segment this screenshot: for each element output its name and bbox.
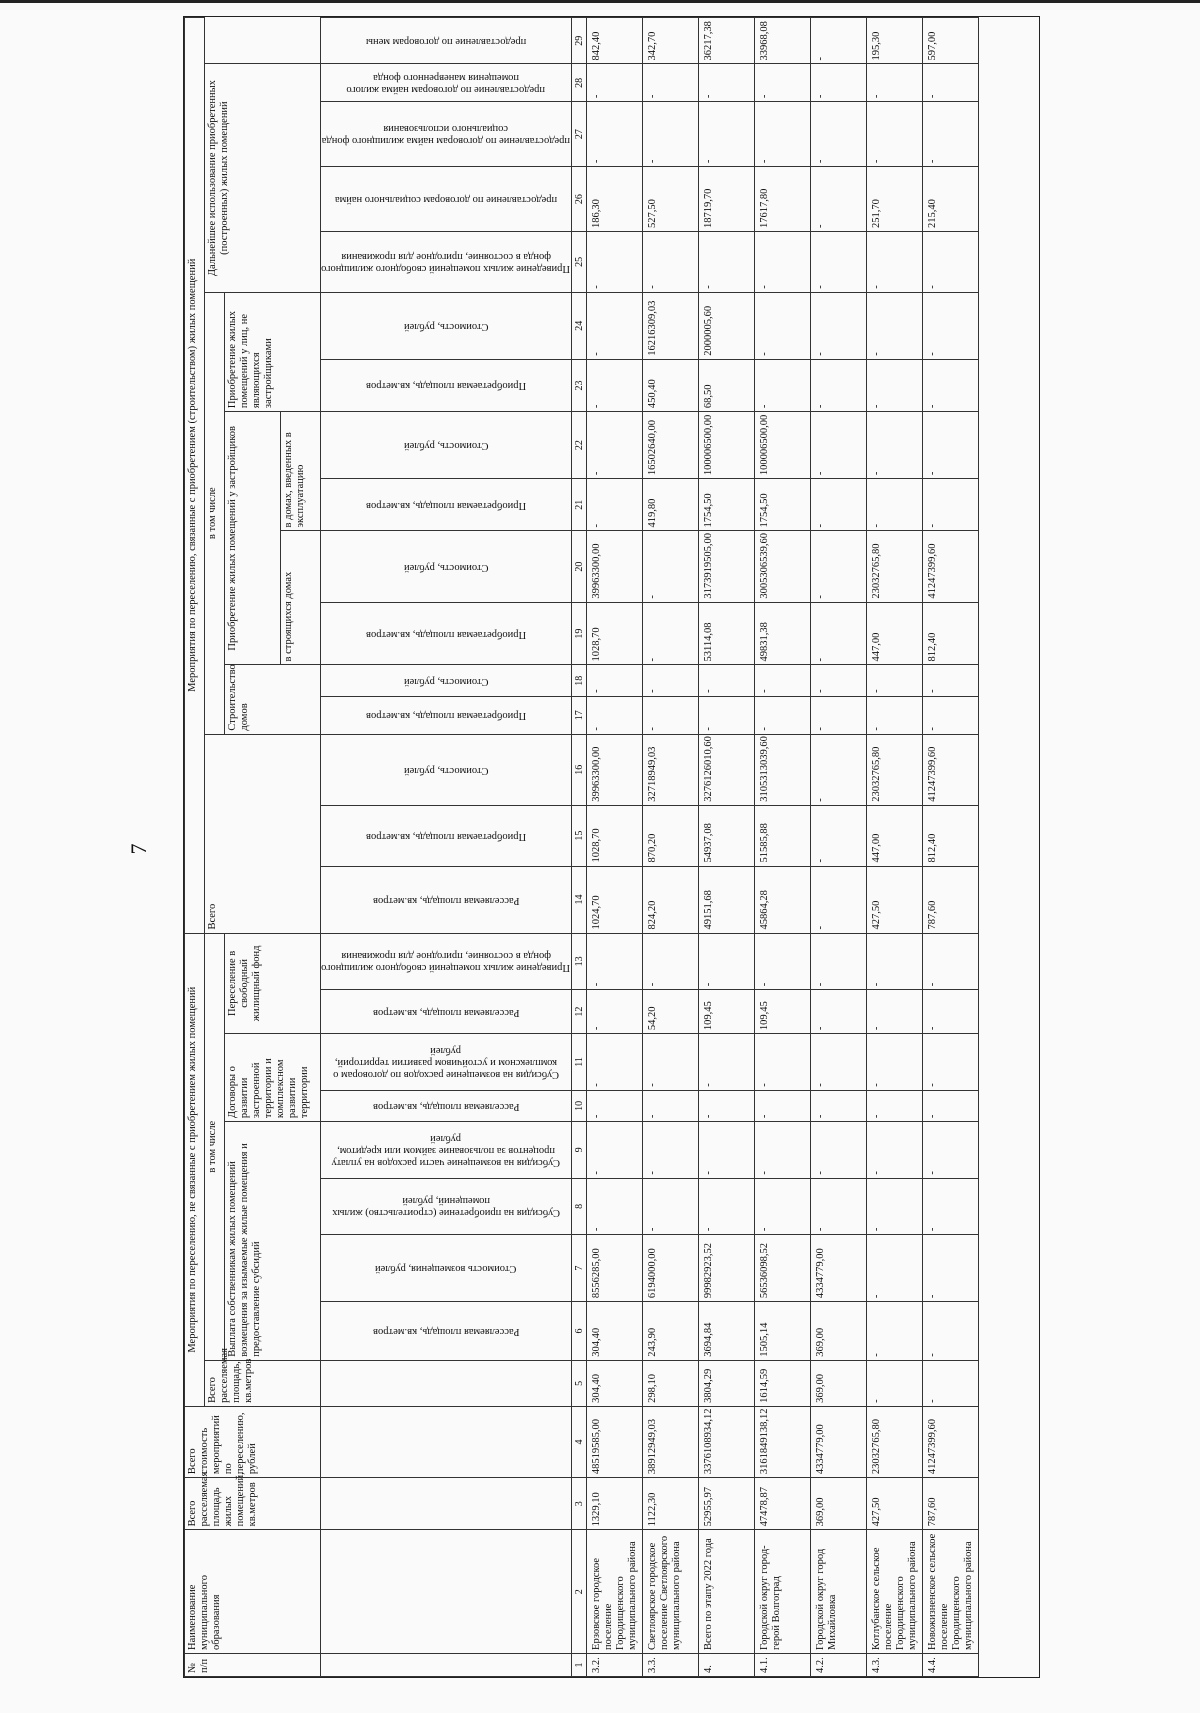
value-cell: - (699, 1122, 755, 1179)
column-number: 7 (572, 1235, 587, 1302)
value-cell: 3161849138,12 (755, 1406, 811, 1477)
value-cell: - (699, 64, 755, 102)
value-cell: - (811, 933, 867, 990)
header-leaf-18: Стоимость, рублей (321, 665, 572, 696)
value-cell: 1329,10 (587, 1478, 643, 1530)
value-cell: 109,45 (699, 990, 755, 1034)
value-cell: 447,00 (867, 805, 923, 866)
value-cell: 54937,08 (699, 805, 755, 866)
page-number: 7 (126, 843, 151, 855)
value-cell: - (923, 359, 979, 411)
value-cell: 3005306539,60 (755, 531, 811, 602)
value-cell: 4334779,00 (811, 1406, 867, 1477)
header-group-related: Мероприятия по переселению, связанные с приобретением (строительством) жилых помещений (185, 18, 205, 934)
value-cell: - (811, 102, 867, 167)
value-cell: - (699, 1090, 755, 1121)
value-cell: 16216309,03 (643, 292, 699, 359)
value-cell: 4334779,00 (811, 1235, 867, 1302)
value-cell: - (811, 412, 867, 479)
value-cell: 304,40 (587, 1360, 643, 1406)
value-cell: 49831,38 (755, 602, 811, 665)
value-cell: - (867, 990, 923, 1034)
table-row (867, 18, 923, 1677)
value-cell: - (755, 102, 811, 167)
column-number: 9 (572, 1122, 587, 1179)
value-cell: 36217,38 (699, 18, 755, 64)
column-number: 28 (572, 64, 587, 102)
value-cell: - (923, 1122, 979, 1179)
value-cell: - (587, 665, 643, 696)
value-cell: 32718949,03 (643, 734, 699, 805)
value-cell: - (755, 359, 811, 411)
value-cell: 41247399,60 (923, 1406, 979, 1477)
value-cell: 8556285,00 (587, 1235, 643, 1302)
value-cell: - (755, 1122, 811, 1179)
value-cell: 39963300,00 (587, 531, 643, 602)
value-cell: - (811, 479, 867, 531)
header-leaf-4 (321, 1406, 572, 1477)
value-cell: 18719,70 (699, 167, 755, 232)
value-cell: - (811, 1034, 867, 1091)
column-number: 25 (572, 232, 587, 293)
column-number: 26 (572, 167, 587, 232)
value-cell: - (923, 1178, 979, 1235)
value-cell: 56536098,52 (755, 1235, 811, 1302)
value-cell: 54,20 (643, 990, 699, 1034)
header-leaf-6: Расселяемая площадь, кв.метров (321, 1302, 572, 1361)
header-leaf-2 (321, 1530, 572, 1654)
value-cell: 48519585,00 (587, 1406, 643, 1477)
value-cell: 3804,29 (699, 1360, 755, 1406)
value-cell: - (811, 232, 867, 293)
value-cell: - (923, 933, 979, 990)
header-leaf-20: Стоимость, рублей (321, 531, 572, 602)
value-cell: 3173919505,00 (699, 531, 755, 602)
value-cell: - (755, 1178, 811, 1235)
value-cell: 2000005,60 (699, 292, 755, 359)
row-number-cell: 3.3. (643, 1653, 699, 1676)
value-cell: 304,40 (587, 1302, 643, 1361)
value-cell: 427,50 (867, 1478, 923, 1530)
value-cell: - (643, 102, 699, 167)
value-cell: - (587, 359, 643, 411)
header-leaf-1 (321, 1653, 572, 1676)
column-number: 13 (572, 933, 587, 990)
table-header (185, 18, 587, 1677)
header-leaf-15: Приобретаемая площадь, кв.метров (321, 805, 572, 866)
column-number: 29 (572, 18, 587, 64)
value-cell: 23032765,80 (867, 1406, 923, 1477)
column-number: 10 (572, 1090, 587, 1121)
value-cell: - (587, 479, 643, 531)
column-number-row (572, 18, 587, 1677)
value-cell: 251,70 (867, 167, 923, 232)
column-number: 2 (572, 1530, 587, 1654)
value-cell: - (923, 102, 979, 167)
value-cell: - (867, 232, 923, 293)
column-number: 18 (572, 665, 587, 696)
table-row (923, 18, 979, 1677)
header-group-not-related: Мероприятия по переселению, не связанные с приобретением жилых помещений (185, 933, 205, 1406)
value-cell: - (755, 1090, 811, 1121)
value-cell: - (643, 933, 699, 990)
value-cell: 41247399,60 (923, 531, 979, 602)
column-number: 8 (572, 1178, 587, 1235)
header-col-total-area: Всего расселяемая площадь жилых помещений, кв.метров (185, 1478, 321, 1530)
value-cell: 52955,97 (699, 1478, 755, 1530)
column-number: 11 (572, 1034, 587, 1091)
value-cell: 597,00 (923, 18, 979, 64)
value-cell: 342,70 (643, 18, 699, 64)
column-number: 5 (572, 1360, 587, 1406)
column-number: 6 (572, 1302, 587, 1361)
header-total-resettled: Всего расселяемая площадь, кв.метров (205, 1360, 321, 1406)
value-cell: 109,45 (755, 990, 811, 1034)
header-leaf-26: предоставление по договорам социального найма (321, 167, 572, 232)
value-cell: - (923, 1235, 979, 1302)
value-cell: 45864,28 (755, 866, 811, 933)
value-cell: - (755, 292, 811, 359)
value-cell: 369,00 (811, 1302, 867, 1361)
value-cell: 842,40 (587, 18, 643, 64)
value-cell: - (923, 696, 979, 734)
column-number: 14 (572, 866, 587, 933)
value-cell: 38912949,03 (643, 1406, 699, 1477)
value-cell: 243,90 (643, 1302, 699, 1361)
row-number-cell: 4.2. (811, 1653, 867, 1676)
value-cell: 1024,70 (587, 866, 643, 933)
value-cell: 3376108934,12 (699, 1406, 755, 1477)
value-cell: 527,50 (643, 167, 699, 232)
header-free-fund: Переселение в свободный жилищный фонд (225, 933, 321, 1034)
value-cell: - (867, 1122, 923, 1179)
value-cell: 787,60 (923, 866, 979, 933)
value-cell: - (643, 665, 699, 696)
value-cell: - (755, 64, 811, 102)
value-cell: - (811, 602, 867, 665)
value-cell: - (923, 990, 979, 1034)
column-number: 15 (572, 805, 587, 866)
value-cell: - (699, 933, 755, 990)
value-cell: 824,20 (643, 866, 699, 933)
table-row (587, 18, 643, 1677)
value-cell: 369,00 (811, 1478, 867, 1530)
value-cell: 1754,50 (755, 479, 811, 531)
header-leaf-9: Субсидия на возмещение части расходов на уплату процентов за пользование займом или кредитом, рублей (321, 1122, 572, 1179)
value-cell: - (923, 292, 979, 359)
value-cell: - (867, 696, 923, 734)
value-cell: - (643, 1034, 699, 1091)
value-cell: - (811, 1178, 867, 1235)
value-cell: - (587, 696, 643, 734)
value-cell: 41247399,60 (923, 734, 979, 805)
value-cell: 1505,14 (755, 1302, 811, 1361)
value-cell: 49151,68 (699, 866, 755, 933)
header-leaf-17: Приобретаемая площадь, кв.метров (321, 696, 572, 734)
value-cell: 812,40 (923, 602, 979, 665)
value-cell: 1122,30 (643, 1478, 699, 1530)
value-cell: - (867, 102, 923, 167)
value-cell: 3105313039,60 (755, 734, 811, 805)
value-cell: - (643, 1178, 699, 1235)
table-row (755, 18, 811, 1677)
value-cell: - (587, 1034, 643, 1091)
value-cell: - (867, 1034, 923, 1091)
value-cell: - (923, 1302, 979, 1361)
table-row (643, 18, 699, 1677)
municipality-name-cell: Светлоярское городское поселение Светлоярского муниципального района (643, 1530, 699, 1654)
value-cell: - (755, 1034, 811, 1091)
value-cell: - (811, 167, 867, 232)
value-cell: - (699, 665, 755, 696)
value-cell: - (699, 696, 755, 734)
value-cell: 195,30 (867, 18, 923, 64)
header-leaf-22: Стоимость, рублей (321, 412, 572, 479)
header-leaf-10: Расселяемая площадь, кв.метров (321, 1090, 572, 1121)
value-cell: - (923, 64, 979, 102)
column-number: 22 (572, 412, 587, 479)
value-cell: 427,50 (867, 866, 923, 933)
header-leaf-8: Субсидия на приобретение (строительство) жилых помещений, рублей (321, 1178, 572, 1235)
header-leaf-29: предоставление по договорам мены (321, 18, 572, 64)
municipality-name-cell: Новожизненское сельское поселение Городищенского муниципального района (923, 1530, 979, 1654)
row-number-cell: 4.1. (755, 1653, 811, 1676)
value-cell: - (923, 1090, 979, 1121)
value-cell: 298,10 (643, 1360, 699, 1406)
value-cell: - (811, 990, 867, 1034)
value-cell: 1028,70 (587, 805, 643, 866)
value-cell: - (643, 531, 699, 602)
value-cell: 215,40 (923, 167, 979, 232)
row-number-cell: 4.4. (923, 1653, 979, 1676)
value-cell: 99982923,52 (699, 1235, 755, 1302)
header-leaf-3 (321, 1478, 572, 1530)
value-cell: - (923, 412, 979, 479)
resettlement-table (184, 17, 979, 1677)
header-leaf-25: Приведение жилых помещений свободного жилищного фонда в состояние, пригодное для проживания (321, 232, 572, 293)
header-leaf-28: предоставление по договорам найма жилого помещения маневренного фонда (321, 64, 572, 102)
value-cell: - (643, 1090, 699, 1121)
header-leaf-7: Стоимость возмещения, рублей (321, 1235, 572, 1302)
column-number: 3 (572, 1478, 587, 1530)
value-cell: 447,00 (867, 602, 923, 665)
column-number: 1 (572, 1653, 587, 1676)
value-cell: 17617,80 (755, 167, 811, 232)
value-cell: - (811, 18, 867, 64)
value-cell: 68,50 (699, 359, 755, 411)
value-cell: - (587, 1122, 643, 1179)
value-cell: 369,00 (811, 1360, 867, 1406)
table-row (699, 18, 755, 1677)
municipality-name-cell: Котлубанское сельское поселение Городищенского муниципального района (867, 1530, 923, 1654)
header-in-construction: в строящихся домах (281, 531, 321, 665)
value-cell: - (643, 696, 699, 734)
column-number: 19 (572, 602, 587, 665)
value-cell: - (587, 232, 643, 293)
value-cell: 100006500,00 (755, 412, 811, 479)
column-number: 20 (572, 531, 587, 602)
value-cell: - (867, 1302, 923, 1361)
header-col-no: № п/п (185, 1653, 321, 1676)
value-cell: - (867, 412, 923, 479)
header-in-commissioned: в домах, введенных в эксплуатацию (281, 412, 321, 531)
value-cell: 3694,84 (699, 1302, 755, 1361)
value-cell: - (755, 933, 811, 990)
value-cell: - (587, 990, 643, 1034)
value-cell: - (811, 292, 867, 359)
value-cell: - (699, 1178, 755, 1235)
value-cell: 419,80 (643, 479, 699, 531)
column-number: 21 (572, 479, 587, 531)
value-cell: - (643, 602, 699, 665)
header-vsego: Всего (205, 734, 321, 933)
value-cell: - (811, 734, 867, 805)
value-cell: - (867, 1235, 923, 1302)
header-leaf-11: Субсидия на возмещение расходов по договорам о комплексном и устойчивом развитии территорий, рублей (321, 1034, 572, 1091)
value-cell: 16502640,00 (643, 412, 699, 479)
header-contracts: Договоры о развитии застроенной территории и комплексном развитии территории (225, 1034, 321, 1122)
value-cell: - (867, 64, 923, 102)
column-number: 23 (572, 359, 587, 411)
value-cell: 1614,59 (755, 1360, 811, 1406)
value-cell: - (811, 1122, 867, 1179)
value-cell: - (643, 1122, 699, 1179)
header-construction: Строительство домов (225, 665, 321, 734)
value-cell: - (587, 292, 643, 359)
value-cell: - (867, 1090, 923, 1121)
header-acquisition-non-developers: Приобретение жилых помещений у лиц, не являющихся застройщиками (225, 292, 321, 411)
value-cell: - (643, 64, 699, 102)
value-cell: - (811, 359, 867, 411)
value-cell: 812,40 (923, 805, 979, 866)
value-cell: - (867, 933, 923, 990)
value-cell: 450,40 (643, 359, 699, 411)
table-frame (183, 16, 1040, 1678)
header-in-that-number: в том числе (205, 933, 225, 1360)
column-number: 4 (572, 1406, 587, 1477)
header-leaf-19: Приобретаемая площадь, кв.метров (321, 602, 572, 665)
value-cell: - (811, 805, 867, 866)
row-number-cell: 4. (699, 1653, 755, 1676)
column-number: 17 (572, 696, 587, 734)
value-cell: - (811, 64, 867, 102)
top-border (0, 0, 1200, 3)
value-cell: - (587, 412, 643, 479)
value-cell: 1028,70 (587, 602, 643, 665)
value-cell: - (699, 102, 755, 167)
value-cell: - (699, 232, 755, 293)
municipality-name-cell: Городской округ город-герой Волгоград (755, 1530, 811, 1654)
value-cell: - (587, 1090, 643, 1121)
value-cell: 787,60 (923, 1478, 979, 1530)
value-cell: - (923, 232, 979, 293)
value-cell: 186,30 (587, 167, 643, 232)
municipality-name-cell: Ерзовское городское поселение Городищенского муниципального района (587, 1530, 643, 1654)
value-cell: 1754,50 (699, 479, 755, 531)
header-leaf-16: Стоимость, рублей (321, 734, 572, 805)
header-acquisition-developers: Приобретение жилых помещений у застройщиков (225, 412, 281, 665)
value-cell: 47478,87 (755, 1478, 811, 1530)
value-cell: - (867, 1178, 923, 1235)
value-cell: - (867, 359, 923, 411)
value-cell: - (587, 933, 643, 990)
header-further-use: Дальнейшее использование приобретенных (построенных) жилых помещений (205, 64, 321, 292)
value-cell: - (867, 479, 923, 531)
value-cell: - (923, 1360, 979, 1406)
header-in-that-number-2: в том числе (205, 292, 225, 734)
value-cell: - (755, 232, 811, 293)
municipality-name-cell: Городской округ город Михайловка (811, 1530, 867, 1654)
table-row (811, 18, 867, 1677)
column-number: 24 (572, 292, 587, 359)
value-cell: 100006500,00 (699, 412, 755, 479)
value-cell: - (867, 1360, 923, 1406)
column-number: 27 (572, 102, 587, 167)
value-cell: 53114,08 (699, 602, 755, 665)
table-body (587, 18, 979, 1677)
header-col-name: Наименование муниципального образования (185, 1530, 321, 1654)
value-cell: - (923, 665, 979, 696)
value-cell: - (587, 102, 643, 167)
value-cell: - (811, 696, 867, 734)
value-cell: 6194000,00 (643, 1235, 699, 1302)
value-cell: - (587, 1178, 643, 1235)
rotated-table-container (184, 17, 1039, 1677)
row-number-cell: 3.2. (587, 1653, 643, 1676)
value-cell: 23032765,80 (867, 734, 923, 805)
header-leaf-row (321, 18, 572, 1677)
header-leaf-14: Расселяемая площадь, кв.метров (321, 866, 572, 933)
value-cell: 3276126010,60 (699, 734, 755, 805)
header-leaf-27: предоставление по договорам найма жилищного фонда социального использования (321, 102, 572, 167)
value-cell: 39963300,00 (587, 734, 643, 805)
header-leaf-12: Расселяемая площадь, кв.метров (321, 990, 572, 1034)
value-cell: 51585,88 (755, 805, 811, 866)
header-leaf-23: Приобретаемая площадь, кв.метров (321, 359, 572, 411)
value-cell: - (755, 665, 811, 696)
value-cell: - (699, 1034, 755, 1091)
value-cell: 23032765,80 (867, 531, 923, 602)
row-number-cell: 4.3. (867, 1653, 923, 1676)
header-col-total-cost: Всего стоимость мероприятий по переселению, рублей (185, 1406, 321, 1477)
value-cell: 33968,08 (755, 18, 811, 64)
header-leaf-24: Стоимость, рублей (321, 292, 572, 359)
value-cell: - (923, 1034, 979, 1091)
header-leaf-13: Приведение жилых помещений свободного жилищного фонда в состояние, пригодное для проживания (321, 933, 572, 990)
value-cell: - (587, 64, 643, 102)
value-cell: - (811, 665, 867, 696)
header-payout: Выплата собственникам жилых помещений возмещения за изымаемые жилые помещения и предоставление субсидий (225, 1122, 321, 1361)
value-cell: 870,20 (643, 805, 699, 866)
value-cell: - (867, 292, 923, 359)
column-number: 16 (572, 734, 587, 805)
value-cell: - (643, 232, 699, 293)
value-cell: - (811, 866, 867, 933)
value-cell: - (867, 665, 923, 696)
municipality-name-cell: Всего по этапу 2022 года (699, 1530, 755, 1654)
value-cell: - (755, 696, 811, 734)
column-number: 12 (572, 990, 587, 1034)
value-cell: - (811, 1090, 867, 1121)
value-cell: - (923, 479, 979, 531)
value-cell: - (811, 531, 867, 602)
header-leaf-21: Приобретаемая площадь, кв.метров (321, 479, 572, 531)
header-leaf-5 (321, 1360, 572, 1406)
